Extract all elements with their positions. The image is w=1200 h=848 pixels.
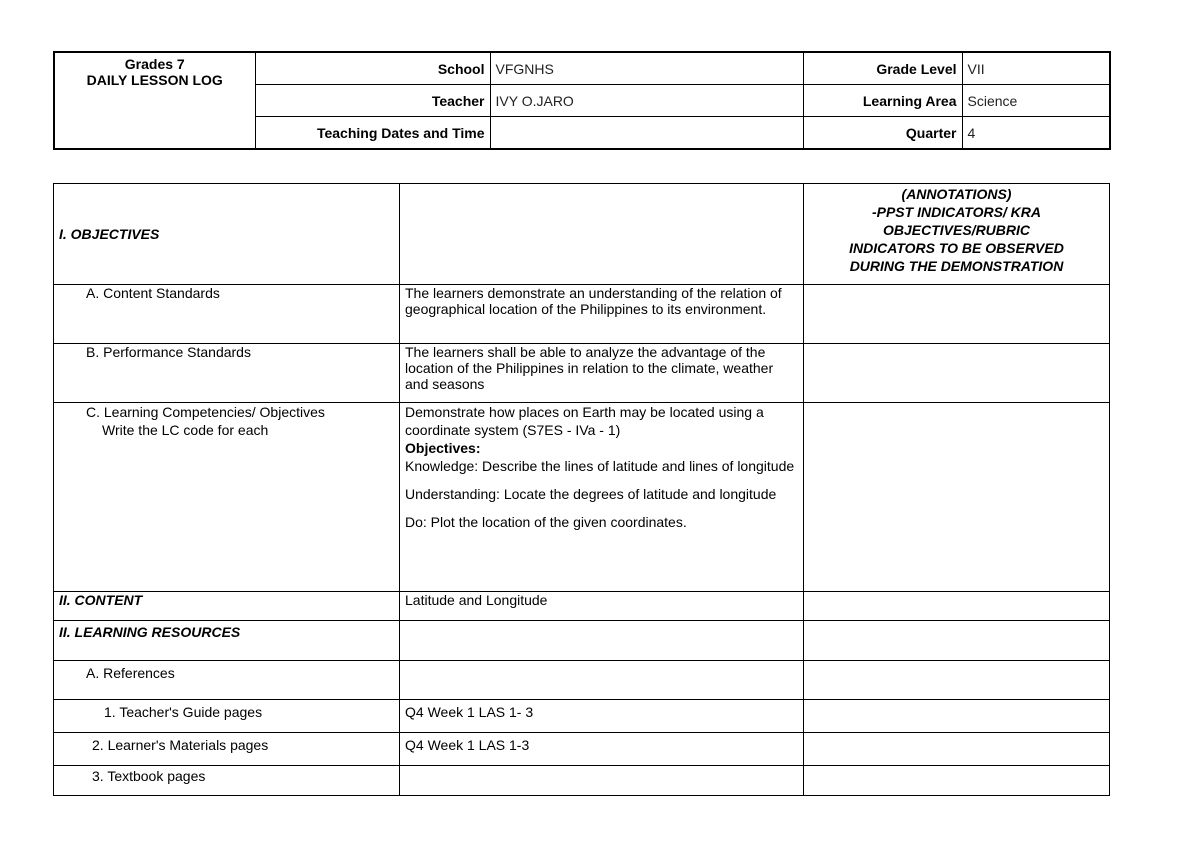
quarter-value: 4 bbox=[962, 117, 1110, 150]
competencies-label-line: Write the LC code for each bbox=[102, 422, 269, 438]
teacher-value: IVY O.JARO bbox=[490, 85, 803, 117]
performance-standards-annotation bbox=[804, 344, 1110, 403]
resources-empty bbox=[400, 621, 804, 661]
objectives-subheading: Objectives: bbox=[405, 440, 481, 456]
learning-area-label: Learning Area bbox=[803, 85, 962, 117]
objective-do: Do: Plot the location of the given coordinates. bbox=[405, 514, 687, 530]
performance-standards-text: The learners shall be able to analyze the advantage of the location of the Philippines in relation to the climate, weather and seasons bbox=[400, 344, 804, 403]
objectives-empty bbox=[400, 184, 804, 285]
textbook-value bbox=[400, 766, 804, 796]
annotations-line: -PPST INDICATORS/ KRA bbox=[871, 204, 1042, 220]
quarter-label: Quarter bbox=[803, 117, 962, 150]
content-heading: II. CONTENT bbox=[54, 592, 400, 621]
references-empty bbox=[400, 661, 804, 700]
references-label: A. References bbox=[54, 661, 400, 700]
teachers-guide-label: 1. Teacher's Guide pages bbox=[54, 700, 400, 733]
performance-standards-label: B. Performance Standards bbox=[54, 344, 400, 403]
school-value: VFGNHS bbox=[490, 52, 803, 85]
competencies-label bbox=[54, 403, 400, 592]
annotations-header bbox=[804, 184, 1110, 285]
content-standards-annotation bbox=[804, 285, 1110, 344]
learning-area-value: Science bbox=[962, 85, 1110, 117]
title-dll: DAILY LESSON LOG bbox=[86, 72, 223, 88]
grade-level-label: Grade Level bbox=[803, 52, 962, 85]
title-grade: Grades 7 bbox=[124, 56, 185, 72]
teacher-label: Teacher bbox=[255, 85, 490, 117]
textbook-annotation bbox=[804, 766, 1110, 796]
content-value: Latitude and Longitude bbox=[400, 592, 804, 621]
dates-value bbox=[490, 117, 803, 150]
resources-annotation bbox=[804, 621, 1110, 661]
teachers-guide-annotation bbox=[804, 700, 1110, 733]
objectives-heading: I. OBJECTIVES bbox=[54, 184, 400, 285]
competency-statement: Demonstrate how places on Earth may be located using a coordinate system (S7ES - IVa - 1) bbox=[405, 404, 764, 438]
learners-materials-annotation bbox=[804, 733, 1110, 766]
grade-level-value: VII bbox=[962, 52, 1110, 85]
header-table bbox=[53, 51, 1111, 150]
textbook-label: 3. Textbook pages bbox=[54, 766, 400, 796]
learners-materials-value: Q4 Week 1 LAS 1-3 bbox=[400, 733, 804, 766]
references-annotation bbox=[804, 661, 1110, 700]
competencies-text bbox=[400, 403, 804, 592]
competencies-label-line: C. Learning Competencies/ Objectives bbox=[86, 404, 325, 420]
content-standards-label: A. Content Standards bbox=[54, 285, 400, 344]
resources-heading: II. LEARNING RESOURCES bbox=[54, 621, 400, 661]
annotations-line: DURING THE DEMONSTRATION bbox=[849, 258, 1064, 274]
competencies-annotation bbox=[804, 403, 1110, 592]
content-annotation bbox=[804, 592, 1110, 621]
objective-knowledge: Knowledge: Describe the lines of latitude and lines of longitude bbox=[405, 458, 795, 474]
teachers-guide-value: Q4 Week 1 LAS 1- 3 bbox=[400, 700, 804, 733]
school-label: School bbox=[255, 52, 490, 85]
dll-title bbox=[54, 52, 255, 149]
objective-understanding: Understanding: Locate the degrees of latitude and longitude bbox=[405, 486, 777, 502]
annotations-line: (ANNOTATIONS) bbox=[901, 186, 1012, 202]
content-standards-text: The learners demonstrate an understanding of the relation of geographical location of the Philippines to its environment. bbox=[400, 285, 804, 344]
annotations-line: OBJECTIVES/RUBRIC bbox=[882, 222, 1031, 238]
lesson-table bbox=[53, 183, 1110, 796]
annotations-line: INDICATORS TO BE OBSERVED bbox=[849, 240, 1064, 256]
learners-materials-label: 2. Learner's Materials pages bbox=[54, 733, 400, 766]
dates-label: Teaching Dates and Time bbox=[255, 117, 490, 150]
